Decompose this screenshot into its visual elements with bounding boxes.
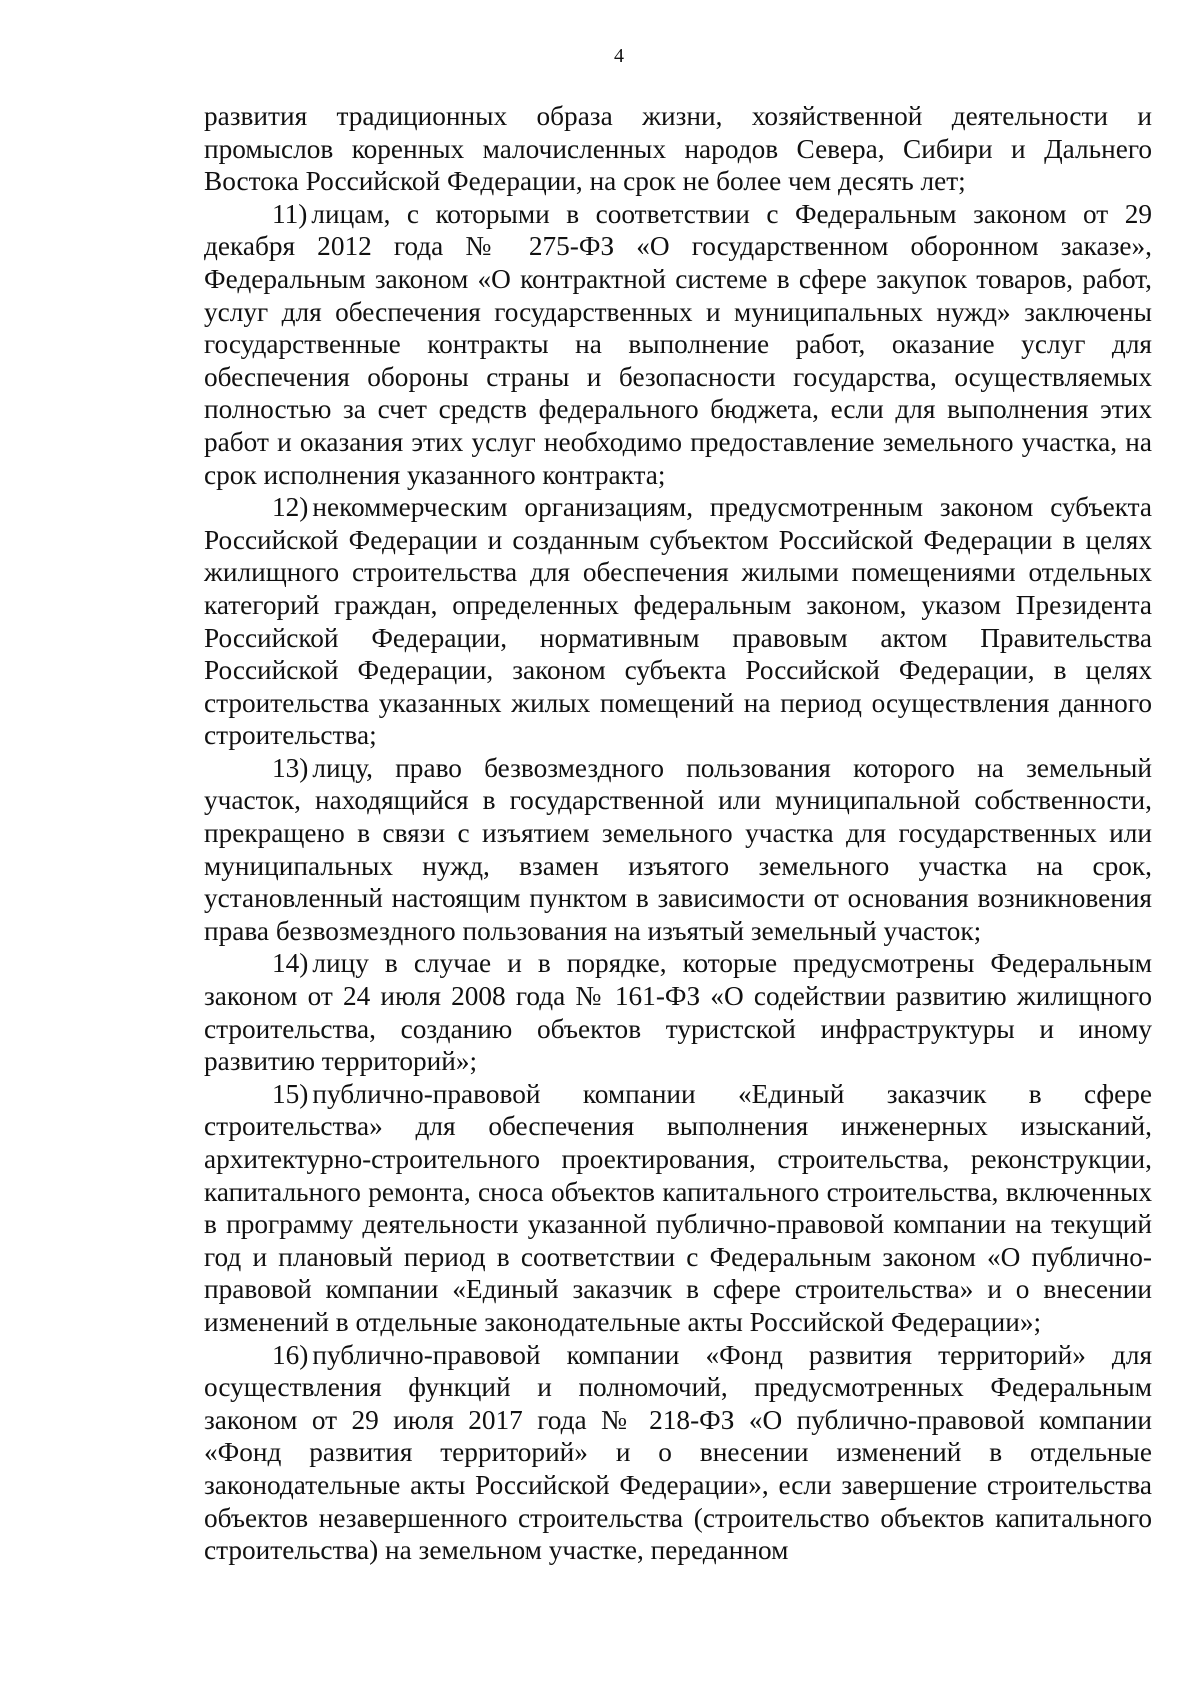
list-item-11 — [204, 198, 1152, 491]
item-text: некоммерческим организациям, предусмотренным законом субъекта Российской Федерации и созданным субъектом Российской Федерации в целях жилищного строительства для обеспечения жилыми помещениями отдельных категорий граждан, определенных федеральным законом, указом Президента Российской Федерации, нормативным правовым актом Правительства Российской Федерации, законом субъекта Российской Федерации, в целях строительства указанных жилых помещений на период осуществления данного строительства; — [204, 492, 1152, 751]
item-number: 16) — [272, 1339, 309, 1370]
item-text: лицу в случае и в порядке, которые предусмотрены Федеральным законом от 24 июля 2008 года № 161-ФЗ «О содействии развитию жилищного строительства, созданию объектов туристской инфраструктуры и иному развитию территорий»; — [204, 948, 1152, 1077]
item-number: 15) — [272, 1078, 309, 1109]
item-text: публично-правовой компании «Фонд развития территорий» для осуществления функций и полномочий, предусмотренных Федеральным законом от 29 июля 2017 года № 218-ФЗ «О публично-правовой компании «Фонд развития территорий» и о внесении изменений в отдельные законодательные акты Российской Федерации», если завершение строительства объектов незавершенного строительства (строительство объектов капитального строительства) на земельном участке, переданном — [204, 1339, 1152, 1566]
item-number: 13) — [272, 752, 309, 783]
page-number: 4 — [614, 45, 624, 67]
item-text: публично-правовой компании «Единый заказчик в сфере строительства» для обеспечения выполнения инженерных изысканий, архитектурно-строительного проектирования, строительства, реконструкции, капитального ремонта, сноса объектов капитального строительства, включенных в программу деятельности указанной публично-правовой компании на текущий год и плановый период в соответствии с Федеральным законом «О публично-правовой компании «Единый заказчик в сфере строительства» и о внесении изменений в отдельные законодательные акты Российской Федерации»; — [204, 1078, 1152, 1337]
list-item-13 — [204, 752, 1152, 948]
item-number: 12) — [272, 492, 309, 523]
item-number: 11) — [272, 198, 308, 229]
list-item-16 — [204, 1339, 1152, 1567]
list-item-15 — [204, 1078, 1152, 1339]
item-number: 14) — [272, 948, 309, 979]
continuation-paragraph: развития традиционных образа жизни, хозяйственной деятельности и промыслов коренных малочисленных народов Севера, Сибири и Дальнего Востока Российской Федерации, на срок не более чем десять лет; — [204, 101, 1152, 197]
document-body — [204, 100, 1152, 1567]
list-item-12 — [204, 491, 1152, 752]
item-text: лицам, с которыми в соответствии с Федеральным законом от 29 декабря 2012 года № 275-ФЗ «О государственном оборонном заказе», Федеральным законом «О контрактной системе в сфере закупок товаров, работ, услуг для обеспечения государственных и муниципальных нужд» заключены государственные контракты на выполнение работ, оказание услуг для обеспечения обороны страны и безопасности государства, осуществляемых полностью за счет средств федерального бюджета, если для выполнения этих работ и оказания этих услуг необходимо предоставление земельного участка, на срок исполнения указанного контракта; — [204, 198, 1152, 490]
list-item-14 — [204, 947, 1152, 1077]
item-text: лицу, право безвозмездного пользования которого на земельный участок, находящийся в государственной или муниципальной собственности, прекращено в связи с изъятием земельного участка для государственных или муниципальных нужд, взамен изъятого земельного участка на срок, установленный настоящим пунктом в зависимости от основания возникновения права безвозмездного пользования на изъятый земельный участок; — [204, 752, 1152, 946]
